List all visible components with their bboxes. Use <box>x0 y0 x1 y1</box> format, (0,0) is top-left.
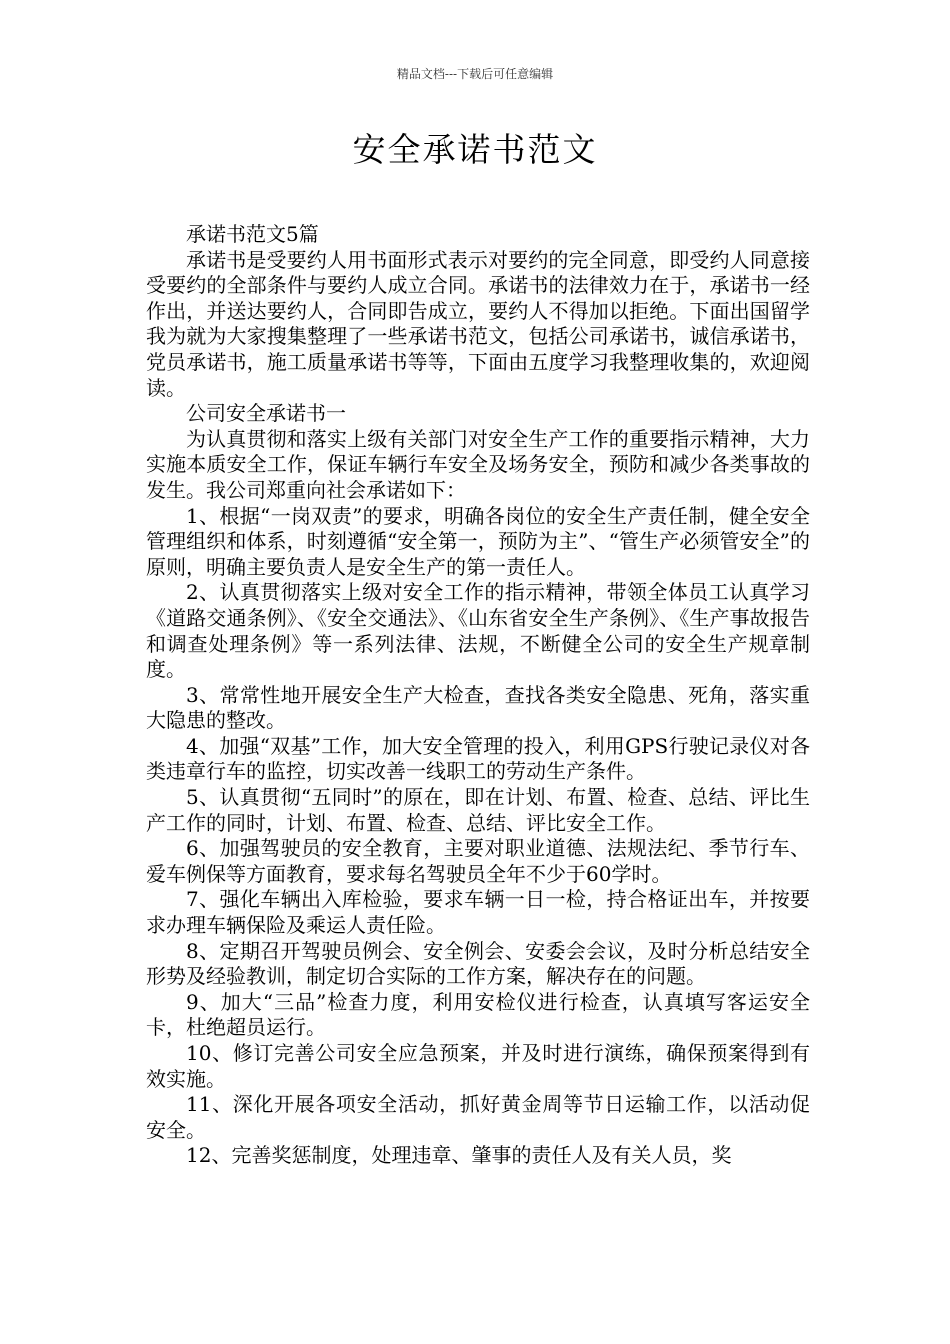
commitment-item-8: 8、定期召开驾驶员例会、安全例会、安委会会议，及时分析总结安全形势及经验教训，制定切合实际的工作方案，解决存在的问题。 <box>146 938 810 989</box>
commitment-item-4: 4、加强“双基”工作，加大安全管理的投入，利用GPS行驶记录仪对各类违章行车的监控，切实改善一线职工的劳动生产条件。 <box>146 733 810 784</box>
paragraph-preamble: 为认真贯彻和落实上级有关部门对安全生产工作的重要指示精神，大力实施本质安全工作，保证车辆行车安全及场务安全，预防和减少各类事故的发生。我公司郑重向社会承诺如下： <box>146 426 810 502</box>
commitment-item-7: 7、强化车辆出入库检验，要求车辆一日一检，持合格证出车，并按要求办理车辆保险及乘运人责任险。 <box>146 887 810 938</box>
commitment-item-6: 6、加强驾驶员的安全教育，主要对职业道德、法规法纪、季节行车、爱车例保等方面教育，要求每名驾驶员全年不少于60学时。 <box>146 836 810 886</box>
commitment-item-9: 9、加大“三品”检查力度，利用安检仪进行检查，认真填写客运安全卡，杜绝超员运行。 <box>146 989 810 1040</box>
document-title: 安全承诺书范文 <box>352 130 598 169</box>
paragraph-subtitle: 承诺书范文5篇 <box>186 222 319 246</box>
commitment-item-5: 5、认真贯彻“五同时”的原在，即在计划、布置、检查、总结、评比生产工作的同时，计划、布置、检查、总结、评比安全工作。 <box>146 785 810 835</box>
commitment-item-11: 11、深化开展各项安全活动，抓好黄金周等节日运输工作，以活动促安全。 <box>146 1092 810 1142</box>
commitment-item-1: 1、根据“一岗双责”的要求，明确各岗位的安全生产责任制，健全安全管理组织和体系，时刻遵循“安全第一，预防为主”、“管生产必须管安全”的原则，明确主要负责人是安全生产的第一责任人。 <box>146 503 810 579</box>
commitment-item-10: 10、修订完善公司安全应急预案，并及时进行演练，确保预案得到有效实施。 <box>146 1041 810 1091</box>
commitment-item-12: 12、完善奖惩制度，处理违章、肇事的责任人及有关人员，奖 <box>186 1143 732 1168</box>
document-body <box>146 222 810 1169</box>
section-heading: 公司安全承诺书一 <box>186 401 346 426</box>
page-header: 精品文档---下载后可任意编辑 <box>396 67 554 81</box>
commitment-item-3: 3、常常性地开展安全生产大检查，查找各类安全隐患、死角，落实重大隐患的整改。 <box>146 682 810 733</box>
paragraph-intro: 承诺书是受要约人用书面形式表示对要约的完全同意，即受约人同意接受要约的全部条件与要约人成立合同。承诺书的法律效力在于，承诺书一经作出，并送达要约人，合同即告成立，要约人不得加以拒绝。下面出国留学我为就为大家搜集整理了一些承诺书范文，包括公司承诺书，诚信承诺书，党员承诺书，施工质量承诺书等等，下面由五度学习我整理收集的，欢迎阅读。 <box>146 247 810 400</box>
commitment-item-2: 2、认真贯彻落实上级对安全工作的指示精神，带领全体员工认真学习《道路交通条例》、《安全交通法》、《山东省安全生产条例》、《生产事故报告和调查处理条例》等一系列法律、法规，不断健全公司的安全生产规章制度。 <box>146 580 810 682</box>
